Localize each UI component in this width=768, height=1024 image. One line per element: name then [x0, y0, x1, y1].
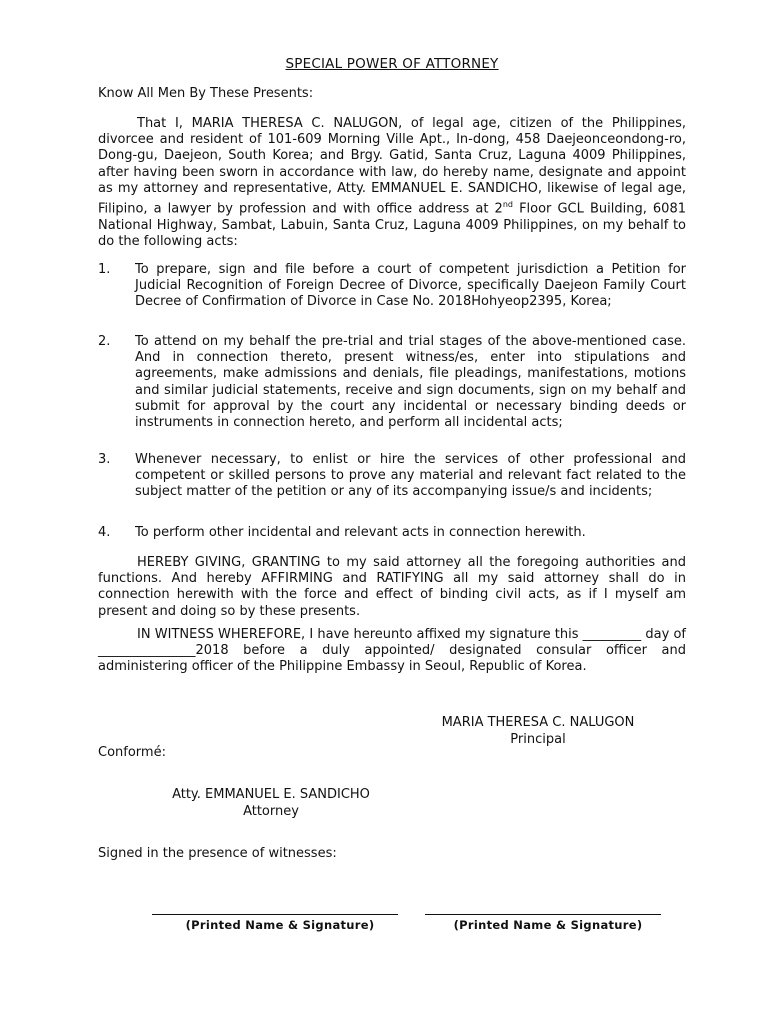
list-item-text: Whenever necessary, to enlist or hire the services of other professional and competent or skilled persons to prove any material and relevant fact related to the subject matter of the petition or any of its accompanying issue/s and incidents;: [135, 452, 686, 500]
list-item: [98, 525, 686, 541]
granting-paragraph: [98, 555, 686, 620]
list-item: [98, 452, 686, 501]
list-item: [98, 334, 686, 431]
list-item-text: To perform other incidental and relevant acts in connection herewith.: [135, 525, 586, 540]
attorney-name: Atty. EMMANUEL E. SANDICHO: [172, 787, 370, 802]
attorney-role: Attorney: [243, 804, 299, 819]
witness-signature-line-2: [425, 914, 661, 915]
witness-label-2: (Printed Name & Signature): [453, 918, 643, 932]
witness-paragraph: [98, 627, 686, 676]
principal-role: Principal: [510, 732, 566, 747]
list-item-text: To attend on my behalf the pre-trial and trial stages of the above-mentioned case. And in connection thereto, present witness/es, enter into stipulations and agreements, make admissions and denials, file pleadings, manifestations, motions and similar judicial statements, receive and sign documents, sign on my behalf and submit for approval by the court any incidental or necessary binding deeds or instruments in connection hereto, and perform all incidental acts;: [135, 334, 686, 431]
greeting: Know All Men By These Presents:: [98, 86, 314, 101]
intro-text-b: Floor GCL Building, 6081 National Highway, Sambat, Labuin, Santa Cruz, Laguna 4009 Philippines, on my behalf to do the following acts:: [98, 201, 686, 249]
principal-signature-block: [408, 714, 668, 748]
list-item: [98, 262, 686, 311]
intro-text-a: That I, MARIA THERESA C. NALUGON, of legal age, citizen of the Philippines, divorcee and resident of 101-609 Morning Ville Apt., In-dong, 458 Daejeonceondong-ro, Dong-gu, Daejeon, South Korea; and Brgy. Gatid, Santa Cruz, Laguna 4009 Philippines, after having been sworn in accordance with law, do hereby name, designate and appoint as my attorney and representative, Atty. EMMANUEL E. SANDICHO, likewise of legal age, Filipino, a lawyer by profession and with office address at 2: [98, 116, 686, 217]
witnesses-heading: Signed in the presence of witnesses:: [98, 846, 337, 861]
granting-text: HEREBY GIVING, GRANTING to my said attorney all the foregoing authorities and functions. And hereby AFFIRMING and RATIFYING all my said attorney shall do in connection herewith with the force and effect of binding civil acts, as if I myself am present and doing so by these presents.: [98, 555, 686, 619]
intro-paragraph: [98, 116, 686, 250]
witness-text: IN WITNESS WHEREFORE, I have hereunto affixed my signature this _________ day of _______________2018 before a duly appointed/ designated consular officer and administering officer of the Philippine Embassy in Seoul, Republic of Korea.: [98, 627, 686, 675]
intro-superscript: nd: [502, 200, 513, 210]
witness-signature-line-1: [152, 914, 398, 915]
document-title: SPECIAL POWER OF ATTORNEY: [285, 56, 499, 72]
list-item-number: 4.: [98, 525, 111, 540]
list-item-number: 3.: [98, 452, 111, 467]
list-item-text: To prepare, sign and file before a court of competent jurisdiction a Petition for Judicial Recognition of Foreign Decree of Divorce, specifically Daejeon Family Court Decree of Confirmation of Divorce in Case No. 2018Hohyeop2395, Korea;: [135, 262, 686, 310]
witness-label-1: (Printed Name & Signature): [185, 918, 375, 932]
attorney-signature-block: [146, 786, 396, 820]
conforme-label: Conformé:: [98, 745, 166, 760]
list-item-number: 1.: [98, 262, 111, 277]
list-item-number: 2.: [98, 334, 111, 349]
principal-name: MARIA THERESA C. NALUGON: [441, 715, 635, 730]
